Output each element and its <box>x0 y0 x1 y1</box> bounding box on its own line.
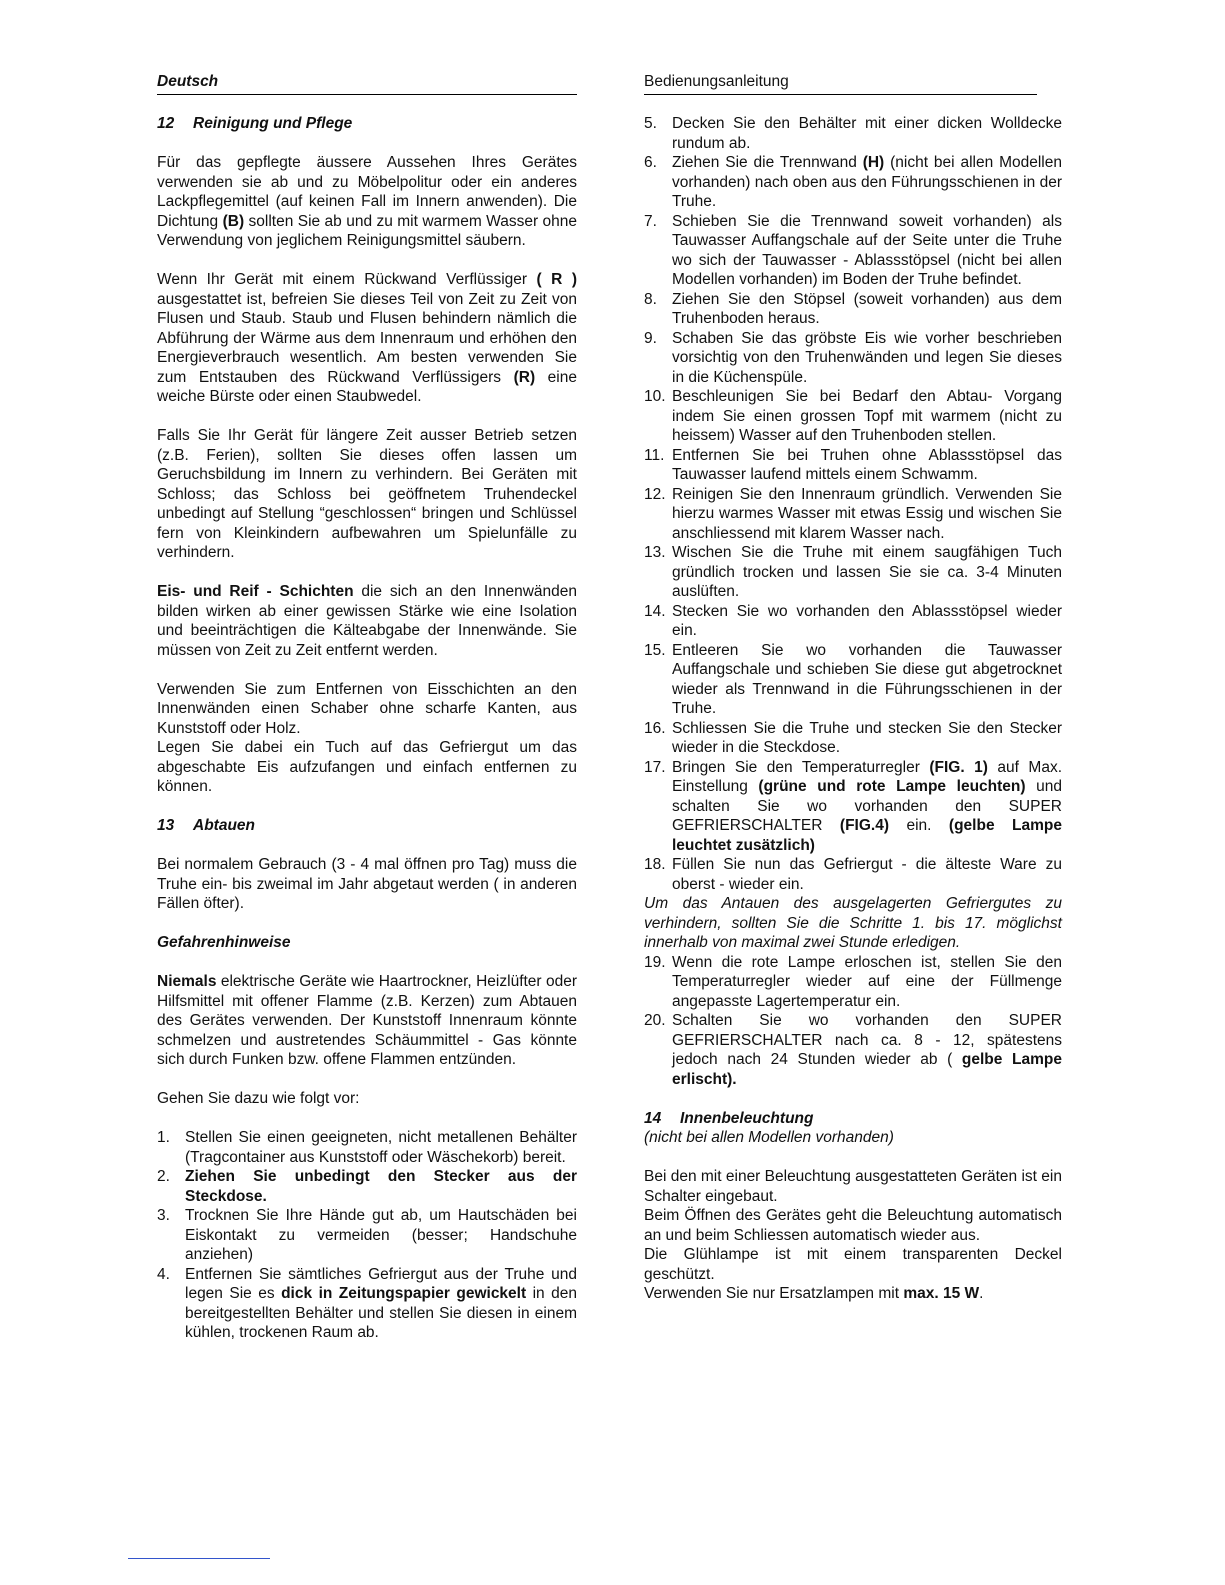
list-item: 3. Trocknen Sie Ihre Hände gut ab, um Hautschäden bei Eiskontakt zu vermeiden (besser; Handschuhe anziehen) <box>157 1207 577 1263</box>
paragraph-cloth: Legen Sie dabei ein Tuch auf das Gefriergut um das abgeschabte Eis aufzufangen und einfach entfernen zu können. <box>157 739 577 795</box>
paragraph-care-exterior: Für das gepflegte äussere Aussehen Ihres Gerätes verwenden sie ab und zu Möbelpolitur oder ein anderes Lackpflegemittel (auf keinen Fall im Innern anwenden). Die Dichtung (B) sollten Sie ab und zu mit warmem Wasser ohne Verwendung von jeglichem Reinigungsmittel säubern. <box>157 154 577 249</box>
hazard-heading: Gefahrenhinweise <box>157 934 291 951</box>
section-12-heading: 12 Reinigung und Pflege <box>157 115 353 132</box>
footnote-rule <box>128 1558 270 1559</box>
list-item: 1. Stellen Sie einen geeigneten, nicht metallenen Behälter (Tragcontainer aus Kunststoff oder Wäschekorb) bereit. <box>157 1129 577 1166</box>
paragraph-light-auto: Beim Öffnen des Gerätes geht die Beleuchtung automatisch an und beim Schliessen automatisch wieder aus. <box>644 1207 1062 1244</box>
list-item: 19. Wenn die rote Lampe erloschen ist, stellen Sie den Temperaturregler wieder auf eine der Füllmenge angepasste Lagertemperatur ein. <box>644 953 1062 1010</box>
list-item: 18. Füllen Sie nun das Gefriergut - die älteste Ware zu oberst - wieder ein. <box>644 856 1062 893</box>
list-item: 14. Stecken Sie wo vorhanden den Ablassstöpsel wieder ein. <box>644 602 1062 639</box>
section-14-heading: 14 Innenbeleuchtung <box>644 1109 814 1127</box>
paragraph-ice-layers: Eis- und Reif - Schichten die sich an den Innenwänden bilden wirken ab einer gewissen Stärke wie eine Isolation und beeinträchtigen die Kälteabgabe der Innenwände. Sie müssen von Zeit zu Zeit entfernt werden. <box>157 583 578 659</box>
header-language: Deutsch <box>157 73 577 95</box>
defrost-steps-right <box>644 114 1062 894</box>
list-item: 5. Decken Sie den Behälter mit einer dicken Wolldecke rundum ab. <box>644 115 1062 152</box>
list-item: 8. Ziehen Sie den Stöpsel (soweit vorhanden) aus dem Truhenboden heraus. <box>644 290 1062 327</box>
paragraph-out-of-service: Falls Sie Ihr Gerät für längere Zeit ausser Betrieb setzen (z.B. Ferien), sollten Sie dieses offen lassen um Geruchsbildung im Innern zu verhindern. Bei Geräten mit Schloss; das Schloss bei geöffnetem Truhendeckel unbedingt auf Stellung “geschlossen“ bringen und Schlüssel fern von Kleinkindern aufbewahren um Spielunfälle zu verhindern. <box>157 427 577 561</box>
paragraph-bulb-cover: Die Glühlampe ist mit einem transparenten Deckel geschützt. <box>644 1246 1062 1283</box>
list-item: 15. Entleeren Sie wo vorhanden die Tauwasser Auffangschale und schieben Sie diese gut abgetrocknet wieder als Trennwand in die Führungsschienen in der Truhe. <box>644 641 1062 717</box>
right-column <box>644 114 1062 1304</box>
list-item: 12. Reinigen Sie den Innenraum gründlich. Verwenden Sie hierzu warmes Wasser mit etwas Essig und wischen Sie anschliessend mit klarem Wasser nach. <box>644 485 1062 542</box>
paragraph-light-switch: Bei den mit einer Beleuchtung ausgestatteten Geräten ist ein Schalter eingebaut. <box>644 1168 1062 1205</box>
list-item: 20. Schalten Sie wo vorhanden den SUPER GEFRIERSCHALTER nach ca. 8 - 12, spätestens jedoch nach 24 Stunden wieder ab ( gelbe Lampe erlischt). <box>644 1012 1063 1088</box>
list-item: 17. Bringen Sie den Temperaturregler (FIG. 1) auf Max. Einstellung (grüne und rote Lampe leuchten) und schalten Sie wo vorhanden den SUPER GEFRIERSCHALTER (FIG.4) ein. (gelbe Lampe leuchtet zusätzlich) <box>644 758 1062 854</box>
paragraph-hazard: Niemals elektrische Geräte wie Haartrockner, Heizlüfter oder Hilfsmittel mit offener Flamme (z.B. Kerzen) zum Abtauen des Gerätes verwenden. Der Kunststoff Innenraum könnte schmelzen und austretendes Schäummittel - Gas könnte sich durch Funken bzw. offene Flammen entzünden. <box>157 973 577 1068</box>
paragraph-condenser: Wenn Ihr Gerät mit einem Rückwand Verflüssiger ( R ) ausgestattet ist, befreien Sie dieses Teil von Zeit zu Zeit von Flusen und Staub. Staub und Flusen behindern nämlich die Abführung der Wärme aus dem Innenraum und erhöhen den Energieverbrauch wesentlich. Am besten verwenden Sie zum Entstauben des Rückwand Verflüssigers (R) eine weiche Bürste oder einen Staubwedel. <box>157 271 577 405</box>
defrost-steps-left <box>157 1128 577 1343</box>
paragraph-defrost-frequency: Bei normalem Gebrauch (3 - 4 mal öffnen pro Tag) muss die Truhe ein- bis zweimal im Jahr abgetaut werden ( in anderen Fällen öfter). <box>157 856 577 912</box>
list-item: 7. Schieben Sie die Trennwand soweit vorhanden) als Tauwasser Auffangschale auf der Seite unter die Truhe wo sich der Tauwasser - Ablassstöpsel (nicht bei allen Modellen vorhanden) im Boden der Truhe befindet. <box>644 212 1062 288</box>
list-item: 4. Entfernen Sie sämtliches Gefriergut aus der Truhe und legen Sie es dick in Zeitungspapier gewickelt in den bereitgestellten Behälter und stellen Sie diesen in einem kühlen, trockenen Raum ab. <box>157 1265 578 1341</box>
paragraph-procedure-intro: Gehen Sie dazu wie folgt vor: <box>157 1090 360 1107</box>
paragraph-scraper: Verwenden Sie zum Entfernen von Eisschichten an den Innenwänden einen Schaber ohne scharfe Kanten, aus Kunststoff oder Holz. <box>157 680 577 737</box>
list-item: 13. Wischen Sie die Truhe mit einem saugfähigen Tuch gründlich trocken und lassen Sie sie ca. 3-4 Minuten auslüften. <box>644 544 1062 600</box>
list-item: 10. Beschleunigen Sie bei Bedarf den Abtau- Vorgang indem Sie einen grossen Topf mit warmem (nicht zu heissem) Wasser auf den Truhenboden stellen. <box>644 388 1062 444</box>
list-item: 9. Schaben Sie das gröbste Eis wie vorher beschrieben vorsichtig von den Truhenwänden und legen Sie dieses in die Küchenspüle. <box>644 329 1062 386</box>
left-column <box>157 114 577 1362</box>
header-manual-title: Bedienungsanleitung <box>644 73 1037 95</box>
list-item: 11. Entfernen Sie bei Truhen ohne Ablassstöpsel das Tauwasser laufend mittels einem Schwamm. <box>644 446 1062 483</box>
list-item: 16. Schliessen Sie die Truhe und stecken Sie den Stecker wieder in die Steckdose. <box>644 719 1062 756</box>
section-14-subtitle: (nicht bei allen Modellen vorhanden) <box>644 1129 894 1146</box>
list-item: 2. Ziehen Sie unbedingt den Stecker aus der Steckdose. <box>157 1168 577 1205</box>
note-two-hours: Um das Antauen des ausgelagerten Gefriergutes zu verhindern, sollten Sie die Schritte 1. bis 17. möglichst innerhalb von maximal zwei Stunde erledigen. <box>644 895 1062 951</box>
paragraph-replacement-bulb: Verwenden Sie nur Ersatzlampen mit max. 15 W. <box>644 1285 984 1302</box>
defrost-steps-final <box>644 953 1062 1090</box>
section-13-heading: 13 Abtauen <box>157 817 255 834</box>
list-item: 6. Ziehen Sie die Trennwand (H) (nicht bei allen Modellen vorhanden) nach oben aus den Führungsschienen in der Truhe. <box>644 154 1062 210</box>
